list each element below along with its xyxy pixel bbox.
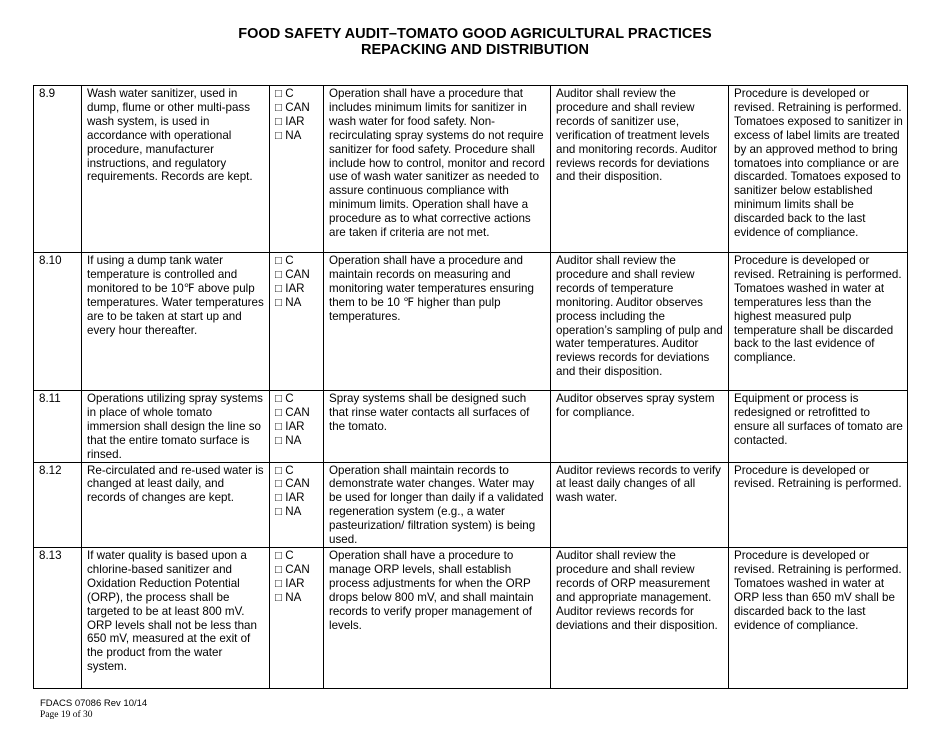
compliance-checkboxes [270, 547, 324, 688]
checkbox-compliant[interactable]: □ C [275, 254, 294, 267]
page-number: Page 19 of 30 [40, 710, 93, 720]
item-number: 8.11 [34, 391, 82, 463]
checkbox-na[interactable]: □ NA [275, 295, 302, 309]
compliance-checkboxes [270, 391, 324, 463]
audit-item-text: Wash water sanitizer, used in dump, flume or other multi-pass wash system, is used in accordance with operational procedure, manufacturer instructions, and regulatory requirements. Records are kept. [82, 86, 270, 253]
audit-item-text: If water quality is based upon a chlorine-based sanitizer and Oxidation Reduction Potential (ORP), the process shall be targeted to be at least 800 mV. ORP levels shall not be less than 650 mV, measured at the exit of the product from the water system. [82, 547, 270, 688]
checkbox-compliant[interactable]: □ C [275, 87, 294, 100]
checkbox-iar[interactable]: □ IAR [275, 491, 305, 505]
page-footer [40, 698, 147, 721]
checkbox-can[interactable]: □ CAN [275, 100, 310, 114]
checkbox-iar[interactable]: □ IAR [275, 576, 305, 590]
checkbox-na[interactable]: □ NA [275, 433, 302, 447]
verification-text: Auditor observes spray system for compliance. [551, 391, 729, 463]
compliance-checkboxes [270, 86, 324, 253]
compliance-checkboxes [270, 253, 324, 391]
document-title [0, 26, 950, 58]
corrective-action-text: Procedure is developed or revised. Retraining is performed. Tomatoes exposed to sanitizer in excess of label limits are treated by an approved method to bring tomatoes into compliance or are discarded. Tomatoes exposed to sanitizer below established minimum limits shall be discarded back to the last evidence of compliance. [729, 86, 908, 253]
verification-text: Auditor reviews records to verify at least daily changes of all wash water. [551, 462, 729, 547]
expectation-text: Operation shall have a procedure that includes minimum limits for sanitizer in wash water for food safety. Non-recirculating spray systems do not require sanitizer for food safety. Procedure shall include how to control, monitor and record use of wash water sanitizer as needed to assure continuous compliance with minimum limits. Operation shall have a procedure as to what corrective actions are taken if criteria are not met. [324, 86, 551, 253]
item-number: 8.10 [34, 253, 82, 391]
expectation-text: Operation shall have a procedure and maintain records on measuring and monitoring water temperatures ensuring them to be 10 ℉ higher than pulp temperatures. [324, 253, 551, 391]
audit-item-text: If using a dump tank water temperature is controlled and monitored to be 10℉ above pulp temperatures. Water temperatures are to be taken at start up and every hour thereafter. [82, 253, 270, 391]
compliance-checkboxes [270, 462, 324, 547]
item-number: 8.12 [34, 462, 82, 547]
corrective-action-text: Procedure is developed or revised. Retraining is performed. Tomatoes washed in water at temperatures less than the highest measured pulp temperature shall be discarded back to the last evidence of compliance. [729, 253, 908, 391]
item-number: 8.13 [34, 547, 82, 688]
form-code: FDACS 07086 Rev 10/14 [40, 698, 148, 709]
audit-item-text: Operations utilizing spray systems in place of whole tomato immersion shall design the line so that the entire tomato surface is rinsed. [82, 391, 270, 463]
checkbox-na[interactable]: □ NA [275, 128, 302, 142]
checkbox-can[interactable]: □ CAN [275, 562, 310, 576]
table-row [34, 547, 908, 688]
title-line-2: REPACKING AND DISTRIBUTION [361, 42, 589, 58]
checkbox-iar[interactable]: □ IAR [275, 114, 305, 128]
expectation-text: Spray systems shall be designed such that rinse water contacts all surfaces of the tomato. [324, 391, 551, 463]
table-row [34, 391, 908, 463]
item-number: 8.9 [34, 86, 82, 253]
checkbox-can[interactable]: □ CAN [275, 405, 310, 419]
checkbox-can[interactable]: □ CAN [275, 267, 310, 281]
verification-text: Auditor shall review the procedure and shall review records of temperature monitoring. Auditor observes process including the operation’s sampling of pulp and water temperatures. Auditor reviews records for deviations and their disposition. [551, 253, 729, 391]
checkbox-na[interactable]: □ NA [275, 590, 302, 604]
checkbox-compliant[interactable]: □ C [275, 392, 294, 405]
expectation-text: Operation shall maintain records to demonstrate water changes. Water may be used for longer than daily if a validated regeneration system (e.g., a water pasteurization/ filtration system) is being used. [324, 462, 551, 547]
corrective-action-text: Procedure is developed or revised. Retraining is performed. Tomatoes washed in water at ORP less than 650 mV shall be discarded back to the last evidence of compliance. [729, 547, 908, 688]
verification-text: Auditor shall review the procedure and shall review records of sanitizer use, verification of treatment levels and monitoring records. Auditor reviews records for deviations and their disposition. [551, 86, 729, 253]
title-line-1: FOOD SAFETY AUDIT–TOMATO GOOD AGRICULTURAL PRACTICES [238, 26, 712, 42]
checkbox-compliant[interactable]: □ C [275, 463, 294, 477]
audit-table-body [34, 86, 908, 689]
corrective-action-text: Procedure is developed or revised. Retraining is performed. [729, 462, 908, 547]
table-row [34, 253, 908, 391]
audit-item-text: Re-circulated and re-used water is changed at least daily, and records of changes are kept. [82, 462, 270, 547]
verification-text: Auditor shall review the procedure and shall review records of ORP measurement and appropriate management. Auditor reviews records for deviations and their disposition. [551, 547, 729, 688]
table-row [34, 462, 908, 547]
audit-table [33, 85, 908, 689]
checkbox-na[interactable]: □ NA [275, 505, 302, 519]
table-row [34, 86, 908, 253]
expectation-text: Operation shall have a procedure to manage ORP levels, shall establish process adjustments for when the ORP drops below 800 mV, and shall maintain records to verify proper management of levels. [324, 547, 551, 688]
checkbox-iar[interactable]: □ IAR [275, 281, 305, 295]
checkbox-compliant[interactable]: □ C [275, 548, 294, 562]
checkbox-can[interactable]: □ CAN [275, 477, 310, 491]
corrective-action-text: Equipment or process is redesigned or retrofitted to ensure all surfaces of tomato are contacted. [729, 391, 908, 463]
checkbox-iar[interactable]: □ IAR [275, 419, 305, 433]
